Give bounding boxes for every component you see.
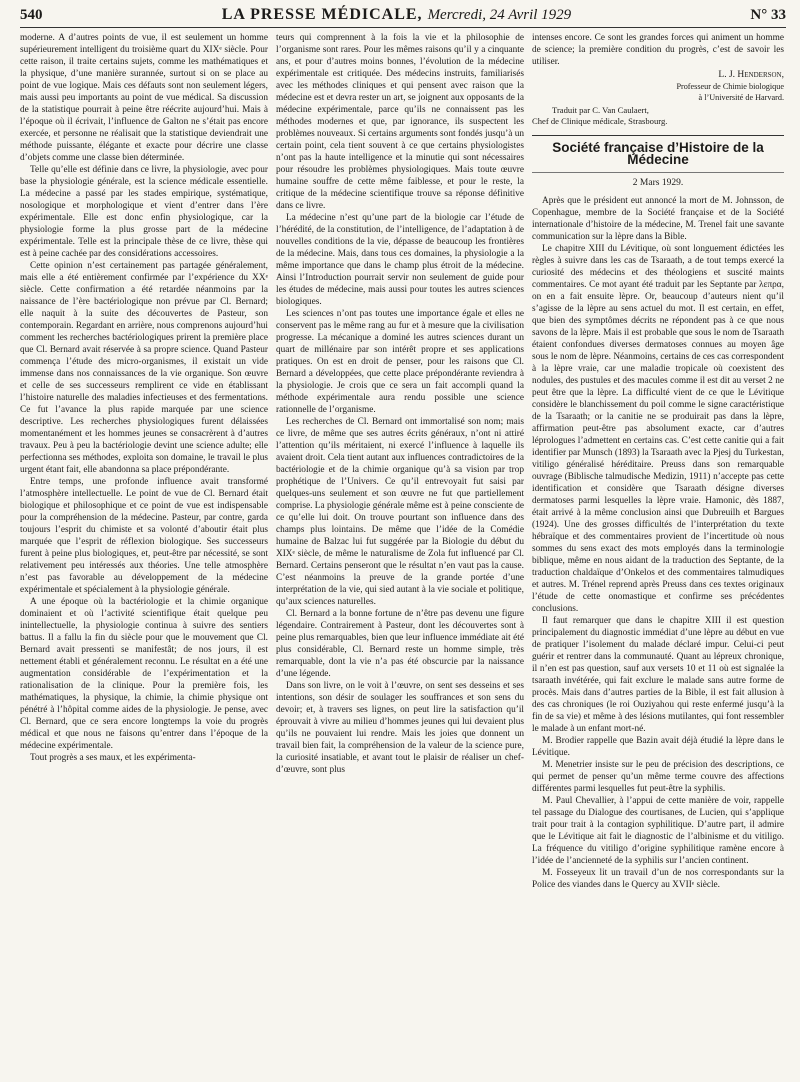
column-3 [532,32,784,891]
paragraph: Les sciences n’ont pas toutes une importance égale et elles ne conservent pas le même rang au fur et à mesure que la civilisation progresse. La mécanique a dominé les autres sciences durant un quart de millénaire par son intérêt propre et ses applications pratiques. On est en droit de penser, pour les raisons que Cl. Bernard a développées, que cette place prépondérante reviendra à la physiologie. Je crois que ce sera un fait accompli quand la méthode expérimentale aura rendu possible une science rationnelle de l’organisme. [276,309,524,415]
issue-date: Mercredi, 24 Avril 1929 [427,7,572,23]
paragraph: Entre temps, une profonde influence avait transformé l’atmosphère intellectuelle. Le point de vue de Cl. Bernard était biologique et philosophique et ce point de vue est indispensable pour la compréhension de la médecine. Pasteur, par contre, garda toujours l’esprit du chimiste et sa volonté d’aboutir était plus marquée que l’esprit de réflexion biologique. Ses successeurs furent à peine plus biologiques, et, peut-être par nécessité, se sont relativement peu intéressés aux théories. Une telle atmosphère n’est pas favorable au développement de la médecine expérimentale et spécialement à la physiologie générale. [20,477,268,595]
paragraph: teurs qui comprennent à la fois la vie et la philosophie de l’organisme sont rares. Pour les mêmes raisons qu’il y a cinquante ans, et pour d’autres moins bonnes, l’évolution de la médecine expérimentale est critiquée. Des médecins instruits, familiarisés avec les méthodes cliniques et qui pensent avec raison que la médecine est et devra rester un art, se joignent aux opposants de la médecine expérimentale, parce qu’ils ne connaissent pas les méthodes modernes et que, par ignorance, ils suspectent les problèmes nouveaux. Si certains arguments sont fondés jusqu’à un certain point, cela tient souvent à ce que certains physiologistes n’ont pas la haute intelligence et la minutie qui sont nécessaires pour résoudre les problèmes physiologiques. Mais toute œuvre humaine souffre de cette même faiblesse, et pour le reste, la critique de la médecine scientifique trouve sa réponse définitive dans ce livre. [276,33,524,211]
page-number: 540 [20,7,43,23]
paragraph: Après que le président eut annoncé la mort de M. Johnsson, de Copenhague, membre de la Société française et de la Société internationale d’histoire de la médecine, M. Trenel fait une savante communication sur la lèpre dans la Bible. [532,196,784,242]
paragraph: Il faut remarquer que dans le chapitre XIII il est question principalement du diagnostic immédiat d’une lèpre au début en vue de pratiquer l’isolement du malade déclaré impur. Celui-ci peut guérir et rentrer dans la communauté. Quant au lépreux chronique, il n’en est pas question, sauf aux versets 10 et 11 où est signalée la tsaraath invétérée, qui fait exclure le malade sans autre forme de procès. Mais dans d’autres parties de la Bible, il est fait allusion à des cas chroniques (le roi Ouziyahou qui reste enfermé jusqu’à la fin de sa vie) et même à des lésions mutilantes, qui font ressembler le malade à un enfant mort-né. [532,616,784,734]
author-affiliation: à l’Université de Harvard. [698,93,784,102]
section-date: 2 Mars 1929. [632,178,684,188]
translator-title: Chef de Clinique médicale, Strasbourg. [532,116,668,126]
author-signature [532,70,784,103]
paragraph: Cl. Bernard a la bonne fortune de n’être pas devenu une figure légendaire. Contrairement à Pasteur, dont les découvertes sont à peine plus remarquables, bien que leur influence immédiate ait été plus considérable, Cl. Bernard reste un homme simple, très remarquable, dont la vie n’a pas été obscurcie par la naissance d’une légende. [276,609,524,679]
paragraph: Les recherches de Cl. Bernard ont immortalisé son nom; mais ce livre, de même que ses autres écrits généraux, n’ont ni attiré l’attention qu’ils méritaient, ni exercé l’influence à laquelle ils avaient droit. Cela tient autant aux influences contradictoires de la bactériologie et de la chimie organique qu’à sa vision par trop prophétique de l’Univers. Ce qu’il entrevoyait fut saisi par quelques-uns seulement et son œuvre ne fut que partiellement comprise. La physiologie générale même est à peine consciente de ce qu’elle lui doit. On trouve pourtant son influence dans des champs plus lointains. De même que l’idée de la Comédie humaine de Balzac lui fut suggérée par la Biologie du début du XIXᵉ siècle, de même le naturalisme de Zola fut influencé par Cl. Bernard. Certains penseront que le résultat n’en vaut pas la cause. C’est néanmoins la preuve de la grande portée d’une interprétation de la vie, qui sied autant à la vie sociale et politique, qu’aux sciences naturelles. [276,417,524,607]
paragraph: Telle qu’elle est définie dans ce livre, la physiologie, avec pour base la physiologie générale, est la science médicale essentielle. La médecine a passé par les stades empirique, systématique, nosologique et morphologique et vient d’entrer dans l’ère expérimentale. Elle est donc enfin physiologique, car la physiologie forme la plus grosse part de la médecine expérimentale. Telle est la principale thèse de ce livre, thèse qui est à peine cachée par des considérations accessoires. [20,165,268,259]
page-header [20,6,786,28]
paragraph: La médecine n’est qu’une part de la biologie car l’étude de l’hérédité, de la constitution, de l’intelligence, de l’adaptation à de nouvelles conditions de la vie, dépasse de beaucoup les frontières de la médecine. Mais, dans tous ces domaines, la physiologie a la même importance que dans le champ plus étroit de la médecine. Ainsi l’Introduction pourrait servir non seulement de guide pour les études de médecine, mais aussi pour toutes les autres sciences biologiques. [276,213,524,307]
author-name: L. J. Henderson, [718,70,784,80]
paragraph: intenses encore. Ce sont les grandes forces qui animent un homme de science; la première condition du progrès, c’est de savoir les utiliser. [532,33,784,67]
paragraph: Cette opinion n’est certainement pas partagée généralement, mais elle a été entièrement confirmée par l’expérience du XXᵉ siècle. Cette confirmation a été retardée néanmoins par la naissance de l’ère bactériologique non prévue par Cl. Bernard; elle naquit à la suite des découvertes de Pasteur, son contemporain. Regardant en arrière, nous comprenons aujourd’hui comment les recherches bactériologiques prirent la première place que Cl. Bernard avait réservée à sa propre science. Quand Pasteur commença l’étude des micro-organismes, il existait un vide immense dans nos connaissances de la vie organique. Son œuvre et celle de ses successeurs remplirent ce vide en établissant l’histoire naturelle des maladies infectieuses et des fermentations. Ce fut l’avance la plus rapide marquée par une science descriptive. Les recherches physiologiques furent délaissées momentanément et les hommes jeunes se consacrèrent à d’autres travaux. Peu à peu la bactériologie devint une science adulte; elle perfectionna ses méthodes, exploita son domaine, le travail le plus urgent étant fait, elle abandonna sa place prépondérante. [20,261,268,475]
text-columns [20,32,786,891]
journal-title [222,6,571,24]
column-2 [276,32,524,891]
paragraph: M. Fosseyeux lit un travail d’un de nos correspondants sur la Police des viandes dans le Quercy au XVIIᵉ siècle. [532,868,784,890]
journal-name: LA PRESSE MÉDICALE, [221,6,423,23]
paragraph: Le chapitre XIII du Lévitique, où sont longuement édictées les règles à suivre dans les cas de Tsaraath, a de tout temps exercé la curiosité des médecins et des théologiens et suscité maints commentaires. Ce mot ayant été traduit par les Septante par λεπρα, on en a fait ensuite lèpre. Or, beaucoup d’auteurs nient qu’il s’agisse de la lèpre au sens actuel du mot. Il est certain, en effet, que bien des symptômes décrits ne répondent pas à ce que nous savons de la lèpre. Mais il est probable que sous le nom de Tsaraath étaient confondues diverses dermatoses connues au moyen âge sous le nom de lèpre. Néanmoins, certains de ces cas correspondent à la lèpre vraie, car une maladie tropicale où coexistent des nodules, des pustules et des macules comme il est dit au verset 2 ne peut être que la lèpre. La difficulté vient de ce que le Lévitique considère le blanchissement du poil comme le signe caractéristique de la Tsaraath; or la canitie ne se produirait pas dans la lèpre, affirmation peut-être pas absolument exacte, car d’autres léprologues l’admettent en certains cas. C’est cette canitie qui a fait identifier par Munsch (1893) la Tsaraath avec la Pjesj du Turkestan, vitiligo généralisé héréditaire. Preuss dans son remarquable ouvrage (Biblische talmudische Medizin, 1911) n’accepte pas cette identification et considère que Tsaraath désigne diverses dermatoses parmi lesquelles la lèpre vraie. Hamonic, dès 1887, était arrivé à la même conclusion ainsi que Dubreuilh et Bargues (1924). Une des grosses difficultés de l’interprétation du texte hébraïque et des commentaires provient de l’incertitude où nous sommes du sens exact des mots employés dans la terminologie biblique, même en nous aidant de la traduction des Septante, de la traduction chaldaïque d’Onkelos et des commentaires talmudiques et autres. M. Trénel reprend après Preuss dans ces textes originaux l’étude de cette onomastique et confirme ses précédentes conclusions. [532,244,784,614]
author-title: Professeur de Chimie biologique [676,82,784,91]
paragraph: A une époque où la bactériologie et la chimie organique dominaient et où l’activité scientifique était quelque peu inintellectuelle, la physiologie continua à suivre des sentiers battus. Il a fallu la fin du siècle pour que le mouvement que Cl. Bernard avait pressenti se manifestât; de nos jours, il est nettement établi et généralement reconnu. Le résultat en a été une augmentation considérable de l’expérimentation et la rationalisation de la clinique. Pour la première fois, les mathématiques, la physique, la chimie, la chimie physique ont pénétré à l’hôpital comme aides de la physiologie. Je pense, avec Cl. Bernard, que ce sera encore longtemps la voie du progrès médical et que nous ne faisons qu’entrer dans l’époque de la médecine expérimentale. [20,597,268,751]
paragraph: M. Paul Chevallier, à l’appui de cette manière de voir, rappelle tel passage du Dialogue des courtisanes, de Lucien, qui s’applique trait pour trait à la contagion syphilitique. D’autre part, il admire que le Lévitique ait fait le diagnostic de l’albinisme et du vitiligo. La fréquence du vitiligo d’origine syphilitique ramène encore à l’idée de l’ancienneté de la syphilis sur l’ancien continent. [532,796,784,866]
section-divider [532,172,784,173]
translator-name: Traduit par C. Van Caulaert, [552,105,649,115]
issue-number: N° 33 [750,7,786,23]
paragraph: Dans son livre, on le voit à l’œuvre, on sent ses desseins et ses intentions, son désir de soulager les souffrances et son sens du devoir; et, à travers ses lignes, on peut lire la satisfaction qu’il éprouvait à vivre au milieu d’hommes jeunes qui lui devaient plus qu’ils ne pouvaient lui rendre. Mais les joies que donnent un travail bien fait, la compréhension de la valeur de la science pure, la curiosité insatiable, et avant tout le plaisir de réaliser un chef-d’œuvre, sont plus [276,681,524,775]
translator-credit [532,105,784,127]
paragraph: Tout progrès a ses maux, et les expérimenta- [30,753,196,763]
paragraph: moderne. A d’autres points de vue, il est seulement un homme supérieurement intelligent du troisième quart du XIXᵉ siècle. Pour cette raison, il traite certains sujets, comme les mathématiques et la physique, d’une manière surannée, surtout si on se place au point de vue logique. Mais ces défauts sont non seulement légers, mais aussi peu importants au point de vue médical. Sa discussion de la statistique pourrait à peine être réécrite aujourd’hui. Mais à l’époque où il écrivait, l’influence de Galton ne s’était pas encore exercée, et personne ne réalisait que la statistique deviendrait une méthode puissante, élégante et exacte pour décrire une classe d’objets comme une classe bien déterminée. [20,33,268,163]
paragraph: M. Menetrier insiste sur le peu de précision des descriptions, ce qui permet de penser qu’un même terme couvre des affections différentes parmi lesquelles fut peut-être la syphilis. [532,760,784,794]
section-divider [532,135,784,136]
paragraph: M. Brodier rappelle que Bazin avait déjà étudié la lèpre dans le Lévitique. [532,736,784,758]
section-title: Société française d’Histoire de la Médecine [552,140,764,167]
column-1 [20,32,268,891]
